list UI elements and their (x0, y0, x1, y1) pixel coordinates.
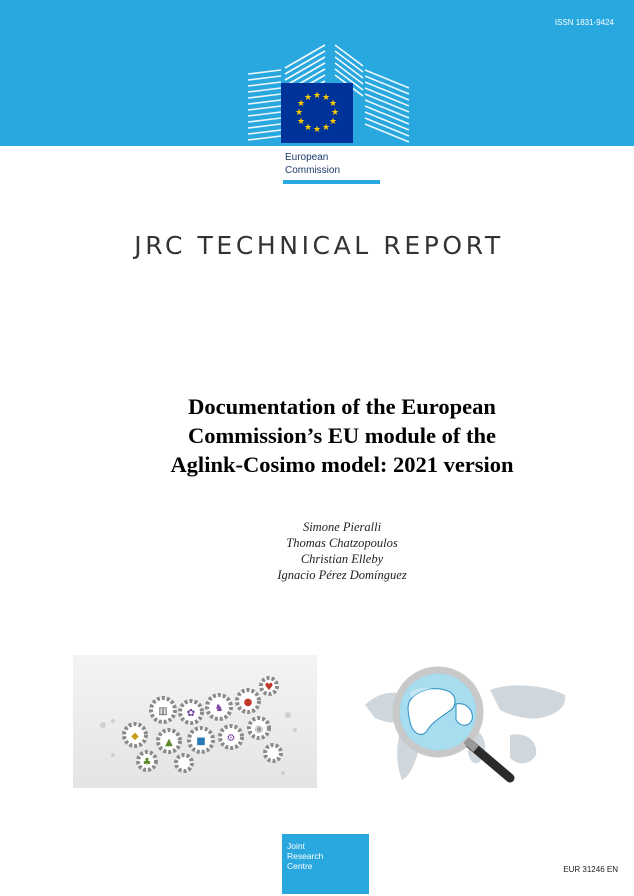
logo-underline (283, 180, 380, 184)
svg-text:★: ★ (303, 93, 313, 103)
svg-text:★: ★ (296, 99, 306, 109)
svg-text:★: ★ (328, 99, 338, 109)
svg-text:■: ■ (196, 736, 206, 747)
issn-number: ISSN 1831-9424 (554, 18, 614, 27)
jrc-logo-box (282, 834, 369, 894)
world-map-magnifier-illustration (360, 660, 570, 785)
author-name: Simone Pieralli (302, 520, 382, 534)
svg-text:★: ★ (312, 91, 322, 101)
jrc-line-research: Research (287, 851, 324, 861)
svg-text:★: ★ (328, 117, 338, 127)
logo-line-european: European (285, 152, 329, 163)
svg-text:★: ★ (294, 108, 304, 118)
author-name: Christian Elleby (300, 552, 384, 566)
svg-text:★: ★ (312, 125, 322, 135)
jrc-line-centre: Centre (287, 861, 313, 871)
svg-text:★: ★ (296, 117, 306, 127)
document-title (120, 392, 564, 479)
svg-text:⚙: ⚙ (226, 733, 236, 744)
title-line-2: Commission’s EU module of the (188, 423, 496, 448)
logo-line-commission: Commission (285, 165, 341, 176)
agriculture-gears-illustration (73, 655, 317, 788)
building-left-wing-icon (248, 70, 281, 140)
svg-text:★: ★ (321, 123, 331, 133)
svg-text:●: ● (243, 697, 253, 708)
svg-text:♣: ♣ (142, 757, 152, 768)
building-right-wing-icon (365, 70, 409, 142)
title-line-1: Documentation of the European (188, 394, 496, 419)
svg-text:♞: ♞ (214, 703, 224, 714)
svg-text:★: ★ (303, 123, 313, 133)
author-name: Thomas Chatzopoulos (286, 536, 398, 550)
author-name: Ignacio Pérez Domínguez (277, 568, 407, 582)
author-list (150, 519, 534, 583)
svg-text:★: ★ (321, 93, 331, 103)
svg-text:✿: ✿ (186, 708, 196, 719)
logo-label (285, 151, 340, 177)
svg-text:◉: ◉ (254, 724, 264, 735)
title-line-3: Aglink-Cosimo model: 2021 version (170, 452, 514, 477)
svg-text:▥: ▥ (158, 706, 168, 717)
jrc-line-joint: Joint (287, 841, 305, 851)
jrc-logo-text (287, 841, 323, 871)
report-type-heading: JRC TECHNICAL REPORT (134, 231, 504, 260)
svg-text:◆: ◆ (131, 731, 139, 742)
eu-flag-icon (281, 83, 353, 143)
eur-number: EUR 31246 EN (563, 865, 618, 874)
svg-text:★: ★ (330, 108, 340, 118)
svg-text:♥: ♥ (264, 682, 274, 693)
svg-text:▲: ▲ (165, 737, 173, 748)
